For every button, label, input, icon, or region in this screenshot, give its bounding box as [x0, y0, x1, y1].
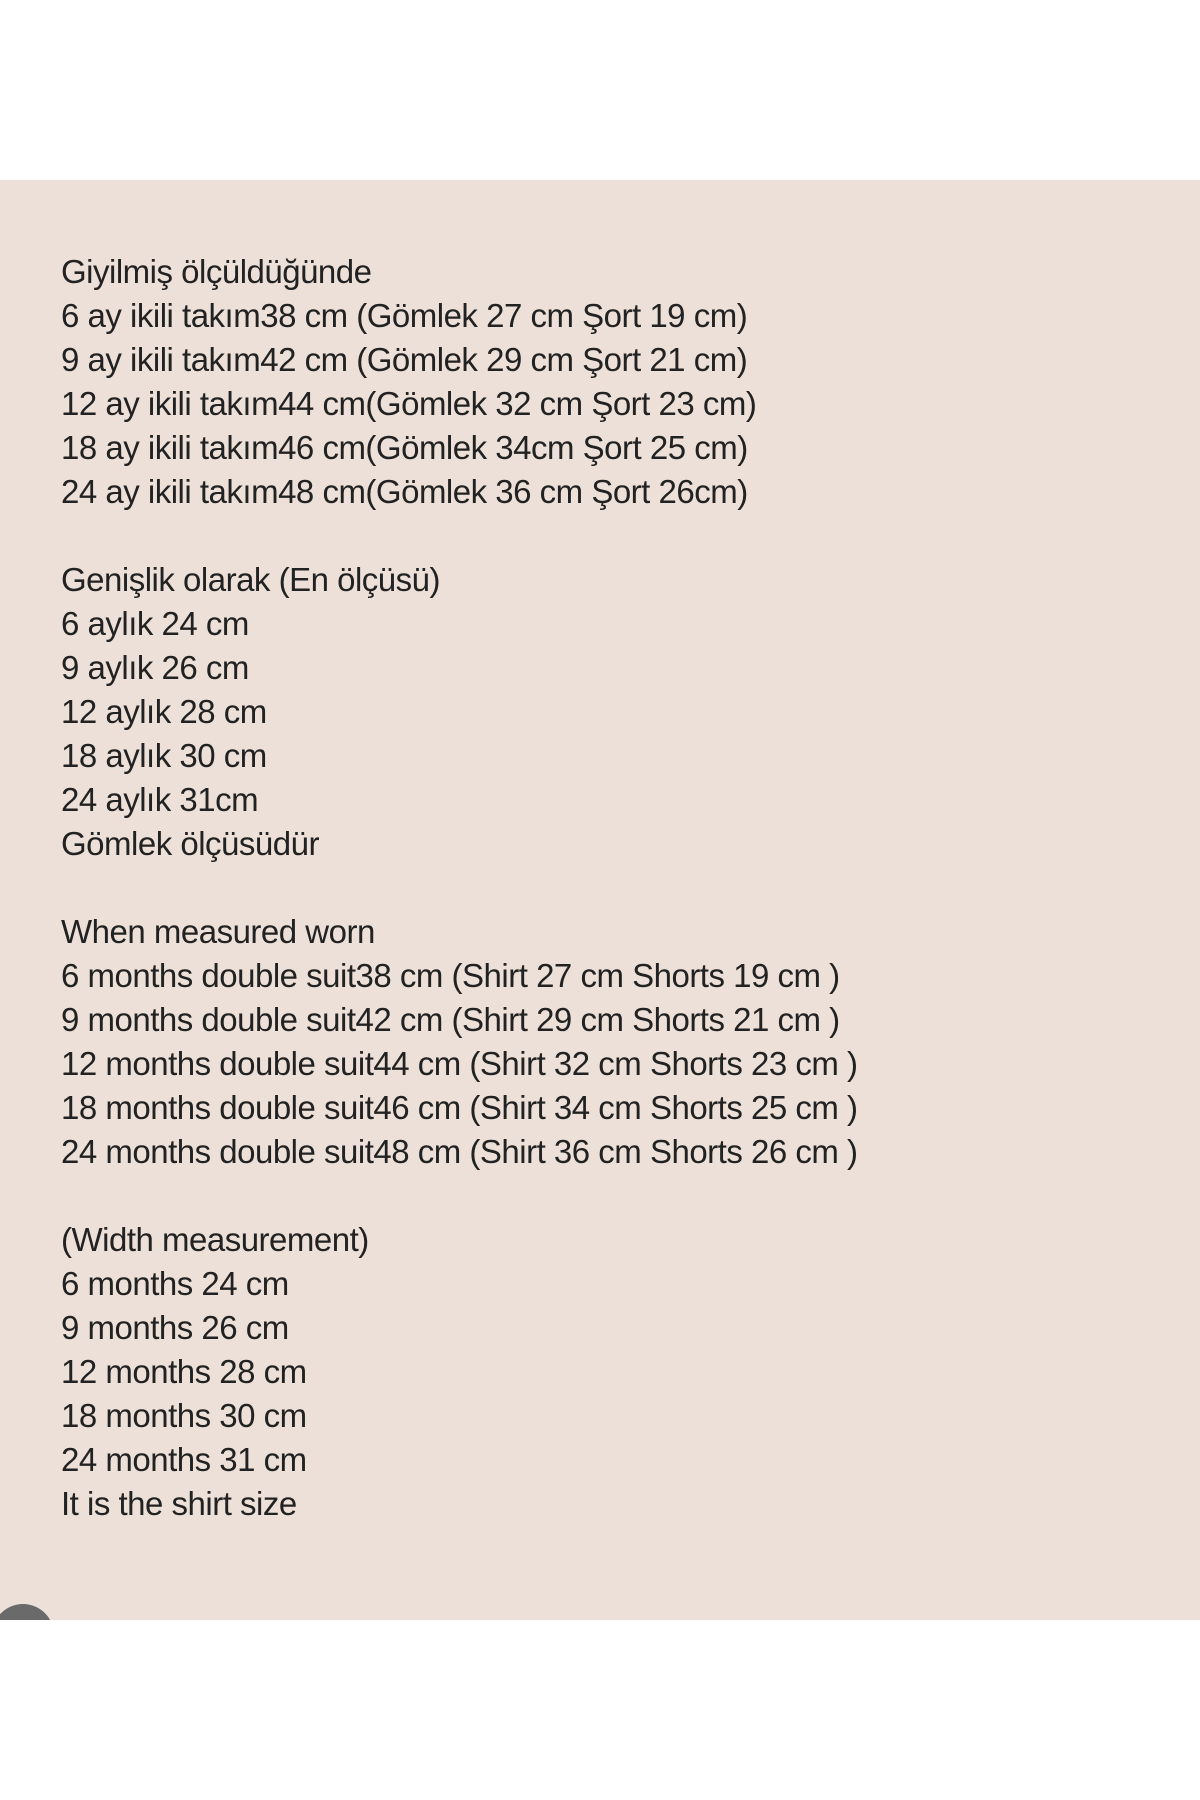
- section-heading: Genişlik olarak (En ölçüsü): [61, 561, 440, 598]
- measurement-line: 12 ay ikili takım44 cm(Gömlek 32 cm Şort 23 cm): [61, 385, 757, 422]
- measurement-line: 9 months double suit42 cm (Shirt 29 cm Shorts 21 cm ): [61, 1001, 840, 1038]
- measurement-line: 6 months double suit38 cm (Shirt 27 cm Shorts 19 cm ): [61, 957, 840, 994]
- section-note: It is the shirt size: [61, 1485, 297, 1522]
- section-heading: When measured worn: [61, 913, 375, 950]
- bottom-margin: [0, 1620, 1200, 1800]
- section-width-en: [61, 1218, 1141, 1526]
- measurement-line: 9 ay ikili takım42 cm (Gömlek 29 cm Şort 21 cm): [61, 341, 748, 378]
- section-worn-measurements-tr: [61, 250, 1141, 514]
- measurement-line: 6 aylık 24 cm: [61, 605, 249, 642]
- measurement-line: 18 months double suit46 cm (Shirt 34 cm Shorts 25 cm ): [61, 1089, 858, 1126]
- measurement-line: 24 months double suit48 cm (Shirt 36 cm Shorts 26 cm ): [61, 1133, 858, 1170]
- section-gap: [61, 514, 1141, 558]
- measurement-line: 18 aylık 30 cm: [61, 737, 267, 774]
- measurement-line: 9 aylık 26 cm: [61, 649, 249, 686]
- measurement-line: 6 months 24 cm: [61, 1265, 289, 1302]
- section-heading: Giyilmiş ölçüldüğünde: [61, 253, 372, 290]
- measurement-line: 6 ay ikili takım38 cm (Gömlek 27 cm Şort 19 cm): [61, 297, 748, 334]
- measurement-line: 18 months 30 cm: [61, 1397, 307, 1434]
- measurement-line: 18 ay ikili takım46 cm(Gömlek 34cm Şort 25 cm): [61, 429, 748, 466]
- measurement-line: 24 aylık 31cm: [61, 781, 259, 818]
- section-heading: (Width measurement): [61, 1221, 369, 1258]
- measurement-line: 24 ay ikili takım48 cm(Gömlek 36 cm Şort 26cm): [61, 473, 748, 510]
- measurement-line: 9 months 26 cm: [61, 1309, 289, 1346]
- section-worn-measurements-en: [61, 910, 1141, 1174]
- measurement-line: 12 aylık 28 cm: [61, 693, 267, 730]
- size-chart-text: [61, 250, 1141, 1526]
- measurement-line: 12 months double suit44 cm (Shirt 32 cm Shorts 23 cm ): [61, 1045, 858, 1082]
- section-gap: [61, 1174, 1141, 1218]
- section-gap: [61, 866, 1141, 910]
- measurement-line: 12 months 28 cm: [61, 1353, 307, 1390]
- section-width-tr: [61, 558, 1141, 866]
- measurement-line: 24 months 31 cm: [61, 1441, 307, 1478]
- section-note: Gömlek ölçüsüdür: [61, 825, 319, 862]
